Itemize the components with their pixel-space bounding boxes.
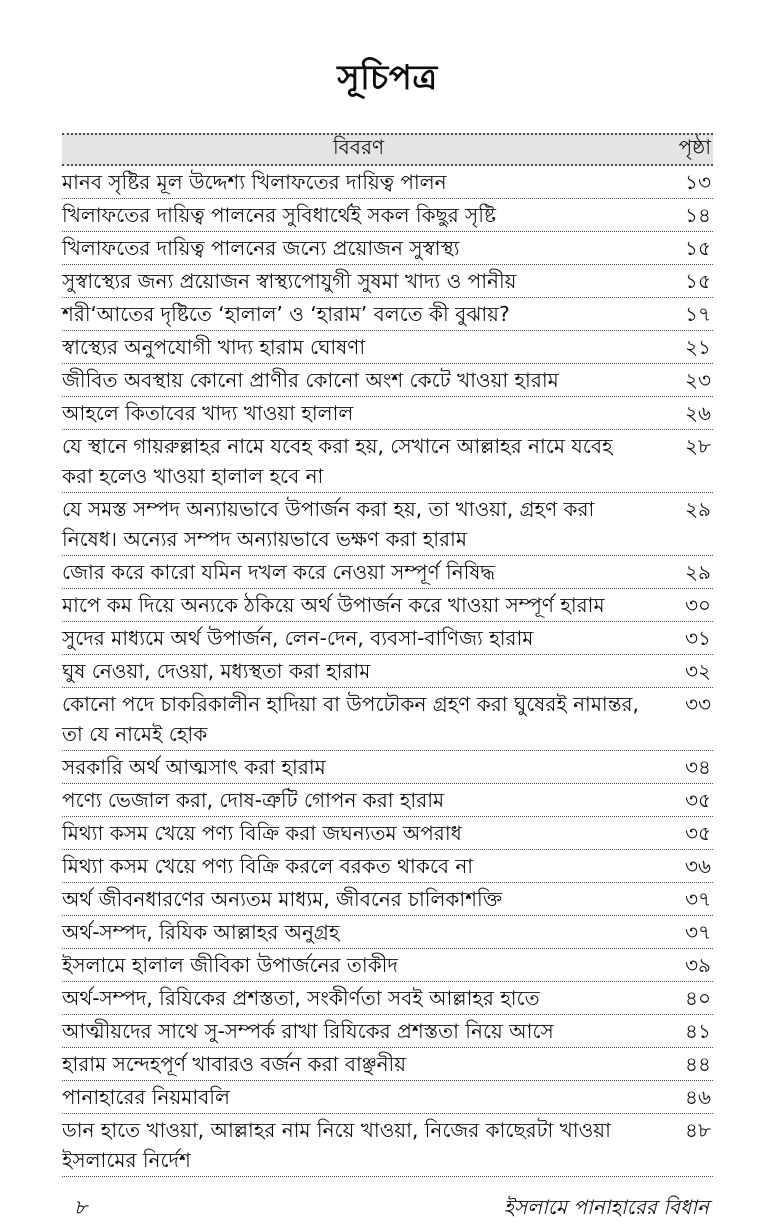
toc-entry-title: মাপে কম দিয়ে অন্যকে ঠকিয়ে অর্থ উপার্জন করে খাওয়া সম্পূর্ণ হারাম xyxy=(62,593,605,617)
toc-entry-title: ইসলামে হালাল জীবিকা উপার্জনের তাকীদ xyxy=(62,953,398,977)
toc-entry-page: ১৪ xyxy=(685,203,711,227)
toc-entry-title: সুস্বাস্থ্যের জন্য প্রয়োজন স্বাস্থ্যপোযুগী সুষমা খাদ্য ও পানীয় xyxy=(62,269,517,293)
toc-row xyxy=(62,982,713,1015)
toc-entry-page: ১৫ xyxy=(685,269,711,293)
toc-entry-title: অর্থ-সম্পদ, রিযিক আল্লাহর অনুগ্রহ xyxy=(62,920,340,944)
toc-entry-page: ১৫ xyxy=(685,236,711,260)
toc-row xyxy=(62,949,713,982)
toc-entry-page: ৩৭ xyxy=(684,887,711,911)
toc-entry-title: জীবিত অবস্থায় কোনো প্রাণীর কোনো অংশ কেটে খাওয়া হারাম xyxy=(62,368,559,392)
toc-row xyxy=(62,688,713,751)
toc-row xyxy=(62,430,713,493)
toc-header-page: পৃষ্ঠা xyxy=(678,135,711,159)
toc-entry-page: ৩০ xyxy=(684,593,711,617)
toc-entry-title: অর্থ-সম্পদ, রিযিকের প্রশস্ততা, সংকীর্ণতা সবই আল্লাহর হাতে xyxy=(62,986,540,1010)
toc-entry-page: ৩২ xyxy=(684,659,711,683)
toc-entry-title: যে স্থানে গায়রুল্লাহর নামে যবেহ করা হয়, সেখানে আল্লাহর নামে যবেহ করা হলেও খাওয়া হালাল হবে না xyxy=(62,434,613,488)
toc-entry-title: আহলে কিতাবের খাদ্য খাওয়া হালাল xyxy=(62,401,354,425)
toc-row xyxy=(62,397,713,430)
toc-entry-page: ৪৬ xyxy=(685,1085,711,1109)
toc-entry-title: হারাম সন্দেহপূর্ণ খাবারও বর্জন করা বাঞ্ছনীয় xyxy=(62,1052,407,1076)
toc-entry-title: খিলাফতের দায়িত্ব পালনের সুবিধার্থেই সকল কিছুর সৃষ্টি xyxy=(62,203,496,227)
toc-entry-page: ৩৪ xyxy=(685,755,711,779)
toc-entry-page: ২৯ xyxy=(685,497,711,521)
toc-row xyxy=(62,493,713,556)
toc-entry-title: সুদের মাধ্যমে অর্থ উপার্জন, লেন-দেন, ব্যবসা-বাণিজ্য হারাম xyxy=(62,626,534,650)
toc-row xyxy=(62,817,713,850)
toc-entry-page: ৩৬ xyxy=(684,854,711,878)
page-footer xyxy=(62,1193,713,1226)
toc-entry-page: ১৭ xyxy=(685,302,711,326)
toc-entry-title: মানব সৃষ্টির মূল উদ্দেশ্য খিলাফতের দায়িত্ব পালন xyxy=(62,170,447,194)
toc-entry-page: ২৮ xyxy=(685,434,711,458)
toc-entry-page: ২৬ xyxy=(684,401,711,425)
toc-entry-title: মিথ্যা কসম খেয়ে পণ্য বিক্রি করা জঘন্যতম অপরাধ xyxy=(62,821,462,845)
toc-row xyxy=(62,331,713,364)
toc-entry-page: ৪১ xyxy=(685,1019,711,1043)
toc-header-row xyxy=(62,133,713,166)
toc-entry-title: মিথ্যা কসম খেয়ে পণ্য বিক্রি করলে বরকত থাকবে না xyxy=(62,854,474,878)
toc-row xyxy=(62,916,713,949)
toc-row xyxy=(62,622,713,655)
toc-entry-title: যে সমস্ত সম্পদ অন্যায়ভাবে উপার্জন করা হয়, তা খাওয়া, গ্রহণ করা নিষেধ। অন্যের সম্পদ অন্যায়ভাবে ভক্ষণ করা হারাম xyxy=(62,497,595,551)
toc-entry-page: ৩৭ xyxy=(684,920,711,944)
toc-row xyxy=(62,364,713,397)
toc-entry-title: আত্মীয়দের সাথে সু-সম্পর্ক রাখা রিযিকের প্রশস্ততা নিয়ে আসে xyxy=(62,1019,554,1043)
toc-entry-title: ঘুষ নেওয়া, দেওয়া, মধ্যস্থতা করা হারাম xyxy=(62,659,371,683)
toc-entry-title: খিলাফতের দায়িত্ব পালনের জন্যে প্রয়োজন সুস্বাস্থ্য xyxy=(62,236,460,260)
toc-entry-title: কোনো পদে চাকরিকালীন হাদিয়া বা উপঢৌকন গ্রহণ করা ঘুষেরই নামান্তর, তা যে নামেই হোক xyxy=(62,692,639,746)
page-title: সূচিপত্র xyxy=(337,58,438,98)
toc-row xyxy=(62,751,713,784)
toc-entry-page: ২১ xyxy=(685,335,711,359)
toc-row xyxy=(62,1114,713,1177)
toc-entry-page: ৪৪ xyxy=(685,1052,711,1076)
toc-entry-title: ডান হাতে খাওয়া, আল্লাহর নাম নিয়ে খাওয়া, নিজের কাছেরটা খাওয়া ইসলামের নির্দেশ xyxy=(62,1118,611,1172)
footer-book-title: ইসলামে পানাহারের বিধান xyxy=(503,1195,709,1219)
toc-entry-page: ৪০ xyxy=(685,986,711,1010)
toc-entry-page: ৩১ xyxy=(685,626,711,650)
toc-row xyxy=(62,1048,713,1081)
toc-entry-title: জোর করে কারো যমিন দখল করে নেওয়া সম্পূর্ণ নিষিদ্ধ xyxy=(62,560,496,584)
toc-entry-page: ১৩ xyxy=(685,170,711,194)
toc-entry-page: ৩৯ xyxy=(685,953,711,977)
toc-header-description: বিবরণ xyxy=(332,135,385,159)
toc-row xyxy=(62,883,713,916)
toc-rows xyxy=(62,166,713,1177)
toc-entry-title: পানাহারের নিয়মাবলি xyxy=(62,1085,230,1109)
toc-entry-page: ৩৫ xyxy=(685,821,711,845)
toc-table xyxy=(62,133,713,1177)
toc-row xyxy=(62,784,713,817)
toc-row xyxy=(62,298,713,331)
footer-page-number: ৮ xyxy=(74,1195,87,1219)
toc-entry-page: ৩৩ xyxy=(684,692,711,716)
toc-entry-page: ৪৮ xyxy=(685,1118,711,1142)
toc-row xyxy=(62,199,713,232)
toc-entry-title: স্বাস্থ্যের অনুপযোগী খাদ্য হারাম ঘোষণা xyxy=(62,335,366,359)
toc-row xyxy=(62,589,713,622)
toc-row xyxy=(62,1081,713,1114)
toc-entry-page: ৩৫ xyxy=(685,788,711,812)
toc-row xyxy=(62,655,713,688)
toc-entry-title: সরকারি অর্থ আত্মসাৎ করা হারাম xyxy=(62,755,326,779)
toc-entry-title: পণ্যে ভেজাল করা, দোষ-ত্রুটি গোপন করা হারাম xyxy=(62,788,445,812)
toc-row xyxy=(62,232,713,265)
toc-entry-page: ২৯ xyxy=(685,560,711,584)
toc-row xyxy=(62,265,713,298)
toc-row xyxy=(62,1015,713,1048)
toc-entry-page: ২৩ xyxy=(684,368,711,392)
toc-row xyxy=(62,850,713,883)
toc-row xyxy=(62,556,713,589)
toc-entry-title: অর্থ জীবনধারণের অন্যতম মাধ্যম, জীবনের চালিকাশক্তি xyxy=(62,887,503,911)
toc-entry-title: শরী‘আতের দৃষ্টিতে ‘হালাল’ ও ‘হারাম’ বলতে কী বুঝায়? xyxy=(62,302,510,326)
toc-row xyxy=(62,166,713,199)
